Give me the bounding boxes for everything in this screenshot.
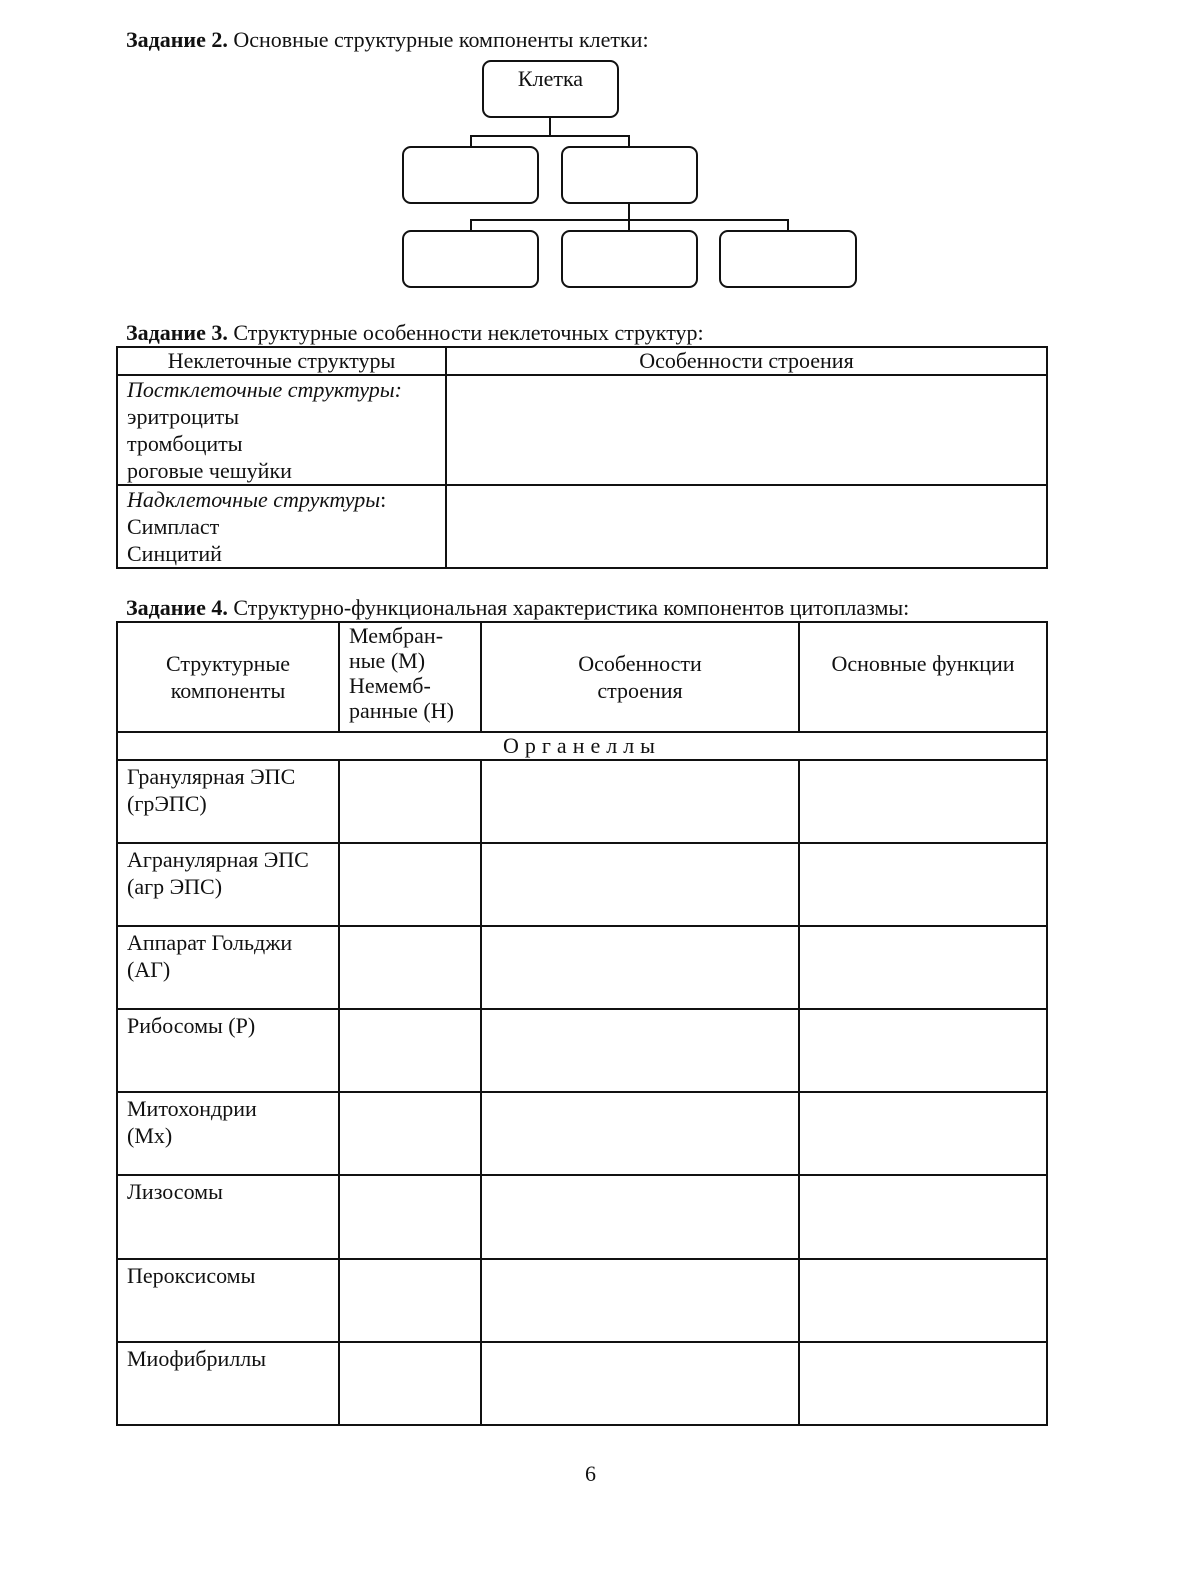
postcellular-structures-cell [117,375,446,485]
noncellular-structures-table [116,346,1048,569]
structure-answer-cell[interactable] [481,1342,799,1425]
structure-answer-cell[interactable] [481,760,799,843]
membrane-answer-cell[interactable] [339,1259,481,1342]
function-answer-cell[interactable] [799,1342,1047,1425]
header-structural-components: Структурные компоненты [117,622,339,732]
membrane-answer-cell[interactable] [339,760,481,843]
membrane-answer-cell[interactable] [339,1175,481,1259]
structure-answer-cell[interactable] [481,1175,799,1259]
component-name-cell: Рибосомы (Р) [117,1009,339,1092]
diagram-box-level1-left [402,146,539,204]
structure-answer-cell[interactable] [481,1092,799,1175]
table-row [117,485,1047,568]
component-name-cell: Гранулярная ЭПС (грЭПС) [117,760,339,843]
diagram-box-level2-right [719,230,857,288]
task4-label: Задание 4. [126,595,228,620]
task3-heading [126,320,704,346]
structure-answer-cell[interactable] [481,926,799,1009]
task2-text: Основные структурные компоненты клетки: [227,27,649,52]
component-name-cell: Аппарат Гольджи (АГ) [117,926,339,1009]
component-name-cell: Лизосомы [117,1175,339,1259]
answer-cell[interactable] [446,485,1047,568]
component-name-cell: Митохондрии (Мх) [117,1092,339,1175]
supracellular-structures-cell [117,485,446,568]
component-name-cell: Пероксисомы [117,1259,339,1342]
table-row [117,1009,1047,1092]
list-item: Симпласт [127,514,220,539]
membrane-answer-cell[interactable] [339,843,481,926]
function-answer-cell[interactable] [799,843,1047,926]
header-noncellular-structures: Неклеточные структуры [117,347,446,375]
structure-answer-cell[interactable] [481,843,799,926]
header-main-functions: Основные функции [799,622,1047,732]
supracellular-colon: : [380,487,387,512]
section-organelles: Органеллы [117,732,1047,760]
table-header-row [117,622,1047,732]
postcellular-colon: : [394,377,402,402]
diagram-root-label: Клетка [517,66,584,91]
diagram-root-box [482,60,619,118]
section-row [117,732,1047,760]
task2-heading [126,27,649,53]
function-answer-cell[interactable] [799,1009,1047,1092]
function-answer-cell[interactable] [799,1092,1047,1175]
task3-label: Задание 3. [126,320,228,345]
task2-label: Задание 2. [126,27,228,52]
list-item: тромбоциты [127,431,243,456]
postcellular-title: Постклеточные структуры [127,377,395,402]
list-item: эритроциты [127,404,240,429]
task3-text: Структурные особенности неклеточных структур: [227,320,704,345]
table-row [117,1092,1047,1175]
table-header-row [117,347,1047,375]
supracellular-title: Надклеточные структуры [127,487,381,512]
diagram-box-level2-left [402,230,539,288]
diagram-box-level2-middle [561,230,698,288]
connector-level1-right-down [628,204,630,220]
membrane-answer-cell[interactable] [339,1342,481,1425]
page-number: 6 [585,1461,596,1486]
table-row [117,760,1047,843]
component-name-cell: Миофибриллы [117,1342,339,1425]
structure-answer-cell[interactable] [481,1259,799,1342]
header-structure-features: Особенности строения [481,622,799,732]
function-answer-cell[interactable] [799,1175,1047,1259]
function-answer-cell[interactable] [799,760,1047,843]
task4-heading [126,595,909,621]
header-membrane-type: Мембран- ные (М) Немемб- ранные (Н) [339,622,481,732]
table-row [117,843,1047,926]
component-name-cell: Агранулярная ЭПС (агр ЭПС) [117,843,339,926]
function-answer-cell[interactable] [799,1259,1047,1342]
membrane-answer-cell[interactable] [339,926,481,1009]
diagram-box-level1-right [561,146,698,204]
task4-text: Структурно-функциональная характеристика компонентов цитоплазмы: [227,595,910,620]
list-item: Синцитий [127,541,222,566]
connector-root-down [549,118,551,136]
answer-cell[interactable] [446,375,1047,485]
function-answer-cell[interactable] [799,926,1047,1009]
table-row [117,926,1047,1009]
table-row [117,1175,1047,1259]
membrane-answer-cell[interactable] [339,1009,481,1092]
cytoplasm-components-table [116,621,1048,1426]
membrane-answer-cell[interactable] [339,1092,481,1175]
connector-level1-horizontal [470,135,630,137]
header-structure-features: Особенности строения [446,347,1047,375]
table-row [117,1342,1047,1425]
table-row [117,375,1047,485]
list-item: роговые чешуйки [127,458,292,483]
table-row [117,1259,1047,1342]
structure-answer-cell[interactable] [481,1009,799,1092]
